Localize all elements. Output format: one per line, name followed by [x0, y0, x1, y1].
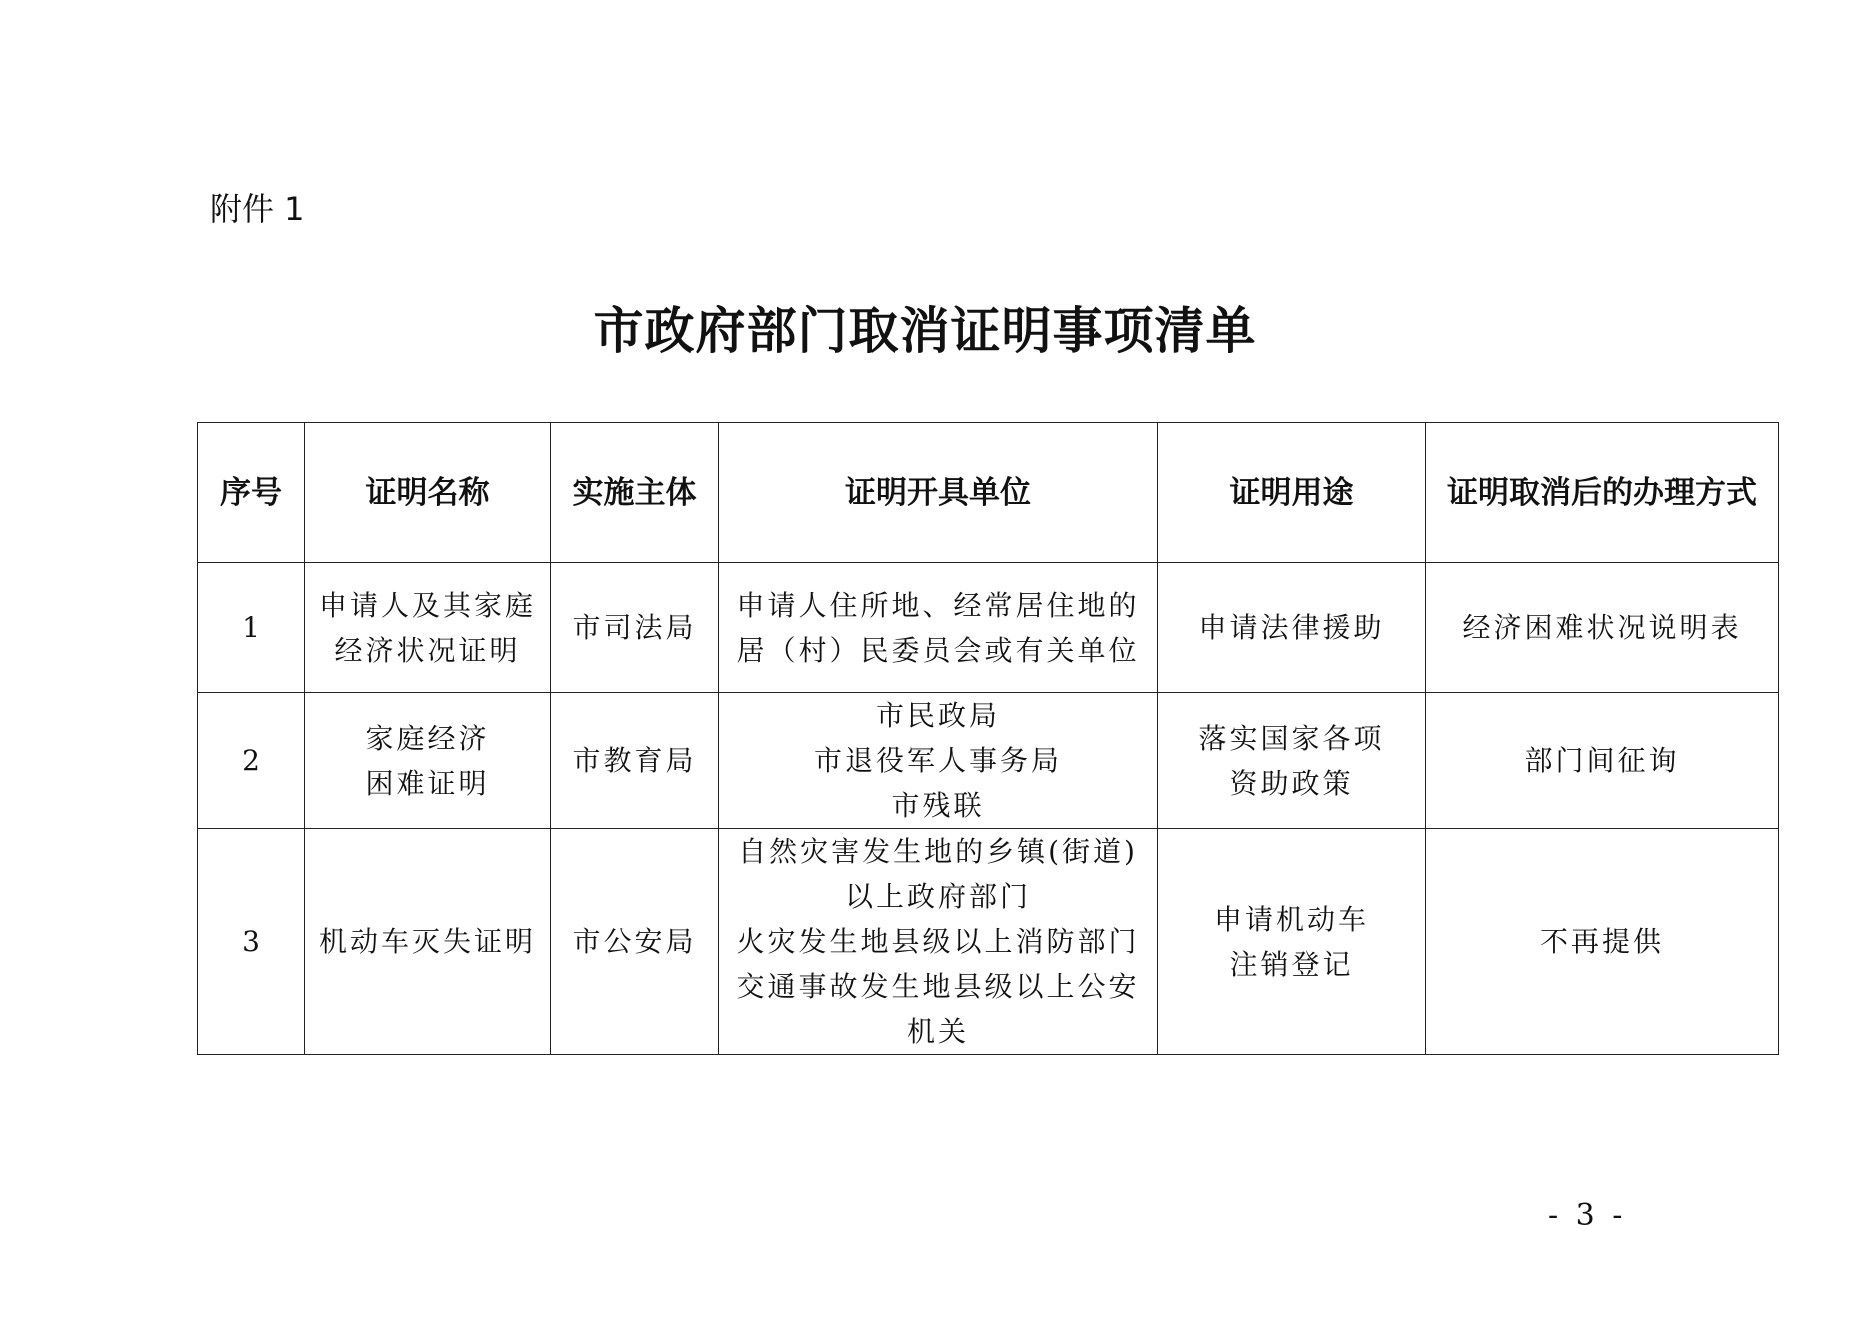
cell-line: 市残联 — [891, 789, 985, 822]
cell-agency: 市司法局 — [551, 563, 719, 693]
cell-name — [305, 563, 551, 693]
table-row — [198, 563, 1779, 693]
cell-line: 困难证明 — [365, 766, 490, 800]
cell-line: 经济状况证明 — [334, 633, 521, 667]
cell-issuer — [719, 693, 1158, 829]
cell-seq: 1 — [198, 563, 305, 693]
header-seq: 序号 — [198, 423, 305, 563]
cell-line: 机关 — [906, 1015, 969, 1048]
cell-method: 部门间征询 — [1426, 693, 1779, 829]
header-purpose: 证明用途 — [1158, 423, 1426, 563]
cell-line: 火灾发生地县级以上消防部门 — [736, 925, 1140, 958]
cell-purpose — [1158, 829, 1426, 1055]
cell-line: 自然灾害发生地的乡镇(街道) — [738, 835, 1138, 868]
cell-line: 居（村）民委员会或有关单位 — [736, 633, 1140, 667]
cell-line: 以上政府部门 — [844, 880, 1031, 913]
cell-method: 经济困难状况说明表 — [1426, 563, 1779, 693]
cell-line: 家庭经济 — [365, 721, 490, 755]
cell-agency: 市教育局 — [551, 693, 719, 829]
cell-line: 市退役军人事务局 — [813, 744, 1062, 777]
header-name: 证明名称 — [305, 423, 551, 563]
cell-method: 不再提供 — [1426, 829, 1779, 1055]
cell-line: 市民政局 — [875, 699, 1000, 732]
cell-agency: 市公安局 — [551, 829, 719, 1055]
cell-seq: 2 — [198, 693, 305, 829]
cell-line: 机动车灭失证明 — [318, 925, 536, 958]
cell-line: 注销登记 — [1229, 947, 1354, 981]
cell-line: 交通事故发生地县级以上公安 — [736, 970, 1140, 1003]
cell-line: 落实国家各项 — [1198, 721, 1385, 755]
cell-line: 申请人及其家庭 — [318, 588, 536, 622]
cell-seq: 3 — [198, 829, 305, 1055]
attachment-label: 附件 1 — [210, 190, 305, 228]
cell-name — [305, 693, 551, 829]
table-row — [198, 693, 1779, 829]
cell-purpose — [1158, 563, 1426, 693]
cell-purpose — [1158, 693, 1426, 829]
header-agency: 实施主体 — [551, 423, 719, 563]
document-title: 市政府部门取消证明事项清单 — [593, 301, 1257, 360]
cell-line: 申请机动车 — [1213, 902, 1369, 936]
certificate-list-table — [197, 422, 1779, 1055]
table-row — [198, 829, 1779, 1055]
cell-line: 申请人住所地、经常居住地的 — [736, 588, 1140, 622]
header-method: 证明取消后的办理方式 — [1426, 423, 1779, 563]
cell-name — [305, 829, 551, 1055]
cell-issuer — [719, 563, 1158, 693]
cell-line: 申请法律援助 — [1198, 611, 1385, 644]
cell-issuer — [719, 829, 1158, 1055]
header-issuer: 证明开具单位 — [719, 423, 1158, 563]
table-header-row — [198, 423, 1779, 563]
page-number: - 3 - — [1548, 1198, 1627, 1233]
cell-line: 资助政策 — [1229, 766, 1354, 800]
